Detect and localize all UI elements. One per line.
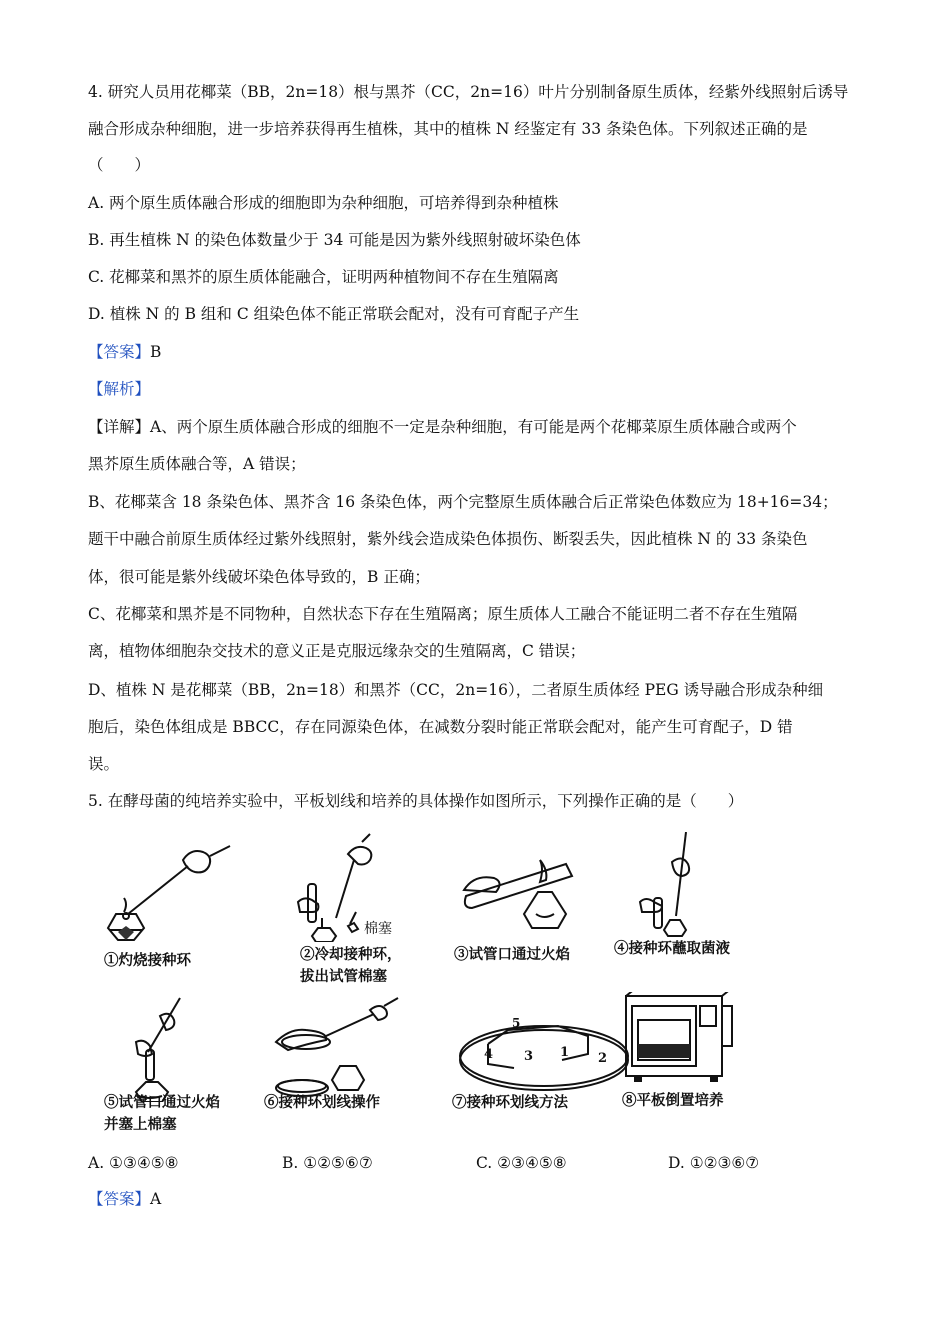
figure-1-caption: ①灼烧接种环	[104, 952, 191, 969]
figure-8-caption: ⑧平板倒置培养	[622, 1092, 724, 1109]
q4-option-b: B. 再生植株 N 的染色体数量少于 34 可能是因为紫外线照射破坏染色体	[88, 231, 581, 249]
incubator-illustration	[624, 992, 814, 1102]
figure-2	[278, 832, 468, 985]
q4-detail-line-3: B、花椰菜含 18 条染色体、黑芥含 16 条染色体，两个完整原生质体融合后正常染色体数应为 18+16=34；	[88, 493, 838, 511]
figure-5-caption-line-1: ⑤试管口通过火焰	[104, 1094, 220, 1111]
plug-tube-illustration	[88, 992, 278, 1102]
streaking-operation-illustration	[266, 992, 456, 1102]
q4-stem-line-3: （ ）	[88, 156, 151, 174]
q4-detail-line-6: C、花椰菜和黑芥是不同物种，自然状态下存在生殖隔离；原生质体人工融合不能证明二者不存在生殖隔	[88, 605, 798, 623]
q4-detail-line-2: 黑芥原生质体融合等，A 错误；	[88, 455, 306, 473]
figure-8	[624, 992, 814, 1132]
figure-3-caption: ③试管口通过火焰	[454, 946, 570, 963]
q4-detail-line-9: 胞后，染色体组成是 BBCC，存在同源染色体，在减数分裂时能正常联会配对，能产生可育配子，D 错	[88, 718, 793, 736]
figure-2-caption-line-1: ②冷却接种环，	[300, 946, 402, 963]
q4-detail-line-1	[88, 416, 797, 438]
figure-7-caption: ⑦接种环划线方法	[452, 1094, 568, 1111]
q4-detail-line-4: 题干中融合前原生质体经过紫外线照射，紫外线会造成染色体损伤、断裂丢失，因此植株 N 的 33 条染色	[88, 530, 808, 548]
q5-stem: 5. 在酵母菌的纯培养实验中，平板划线和培养的具体操作如图所示，下列操作正确的是（ ）	[88, 792, 744, 810]
answer-value: B	[150, 343, 162, 361]
figure-7	[448, 992, 638, 1132]
figure-2-caption-line-2: 拔出试管棉塞	[300, 968, 387, 985]
figure-5	[88, 992, 278, 1132]
streak-zone-5: 5	[512, 1016, 521, 1030]
q5-answer	[88, 1188, 161, 1210]
figure-6	[266, 992, 456, 1132]
figure-4-caption: ④接种环蘸取菌液	[614, 940, 730, 957]
streak-zone-2: 2	[598, 1051, 608, 1066]
q4-answer	[88, 341, 161, 363]
q4-detail-line-8: D、植株 N 是花椰菜（BB，2n=18）和黑芥（CC，2n=16），二者原生质体经 PEG 诱导融合形成杂种细	[88, 681, 824, 699]
q4-option-c: C. 花椰菜和黑芥的原生质体能融合，证明两种植物间不存在生殖隔离	[88, 268, 559, 286]
figure-5-caption-line-2: 并塞上棉塞	[104, 1116, 177, 1133]
figure-6-caption: ⑥接种环划线操作	[264, 1094, 380, 1111]
streak-pattern-dish	[448, 992, 638, 1102]
q4-option-a: A. 两个原生质体融合形成的细胞即为杂种细胞，可培养得到杂种植株	[88, 194, 559, 212]
q5-option-b: B. ①②⑤⑥⑦	[282, 1154, 373, 1172]
q4-stem-line-2: 融合形成杂种细胞，进一步培养获得再生植株，其中的植株 N 经鉴定有 33 条染色体。下列叙述正确的是	[88, 120, 808, 138]
q4-detail-line-5: 体，很可能是紫外线破坏染色体导致的，B 正确；	[88, 568, 430, 586]
procedure-figures	[88, 832, 868, 1132]
q4-analysis-tag: 【解析】	[88, 380, 151, 398]
streak-zone-1: 1	[560, 1045, 570, 1060]
cotton-plug-label: 棉塞	[364, 921, 392, 937]
q4-detail-line-7: 离，植物体细胞杂交技术的意义正是克服远缘杂交的生殖隔离，C 错误；	[88, 642, 586, 660]
q4-option-d: D. 植株 N 的 B 组和 C 组染色体不能正常联会配对，没有可育配子产生	[88, 305, 580, 323]
detail-tag: 【详解】	[88, 418, 151, 436]
detail-text: A、两个原生质体融合形成的细胞不一定是杂种细胞，有可能是两个花椰菜原生质体融合或两个	[150, 418, 797, 436]
q5-option-a: A. ①③④⑤⑧	[88, 1154, 179, 1172]
answer-value: A	[150, 1190, 162, 1208]
q4-stem-line-1: 4. 研究人员用花椰菜（BB，2n=18）根与黑芥（CC，2n=16）叶片分别制备原生质体，经紫外线照射后诱导	[88, 83, 849, 101]
q4-detail-line-10: 误。	[88, 755, 120, 773]
figure-4	[616, 832, 806, 972]
answer-tag: 【答案】	[88, 1190, 151, 1208]
answer-tag: 【答案】	[88, 343, 151, 361]
dipping-loop-illustration	[616, 832, 806, 942]
q5-option-c: C. ②③④⑤⑧	[476, 1154, 567, 1172]
flaming-loop-illustration	[88, 832, 278, 942]
streak-zone-3: 3	[524, 1049, 534, 1064]
q5-option-d: D. ①②③⑥⑦	[668, 1154, 760, 1172]
streak-zone-4: 4	[484, 1047, 494, 1062]
figure-1	[88, 832, 278, 972]
